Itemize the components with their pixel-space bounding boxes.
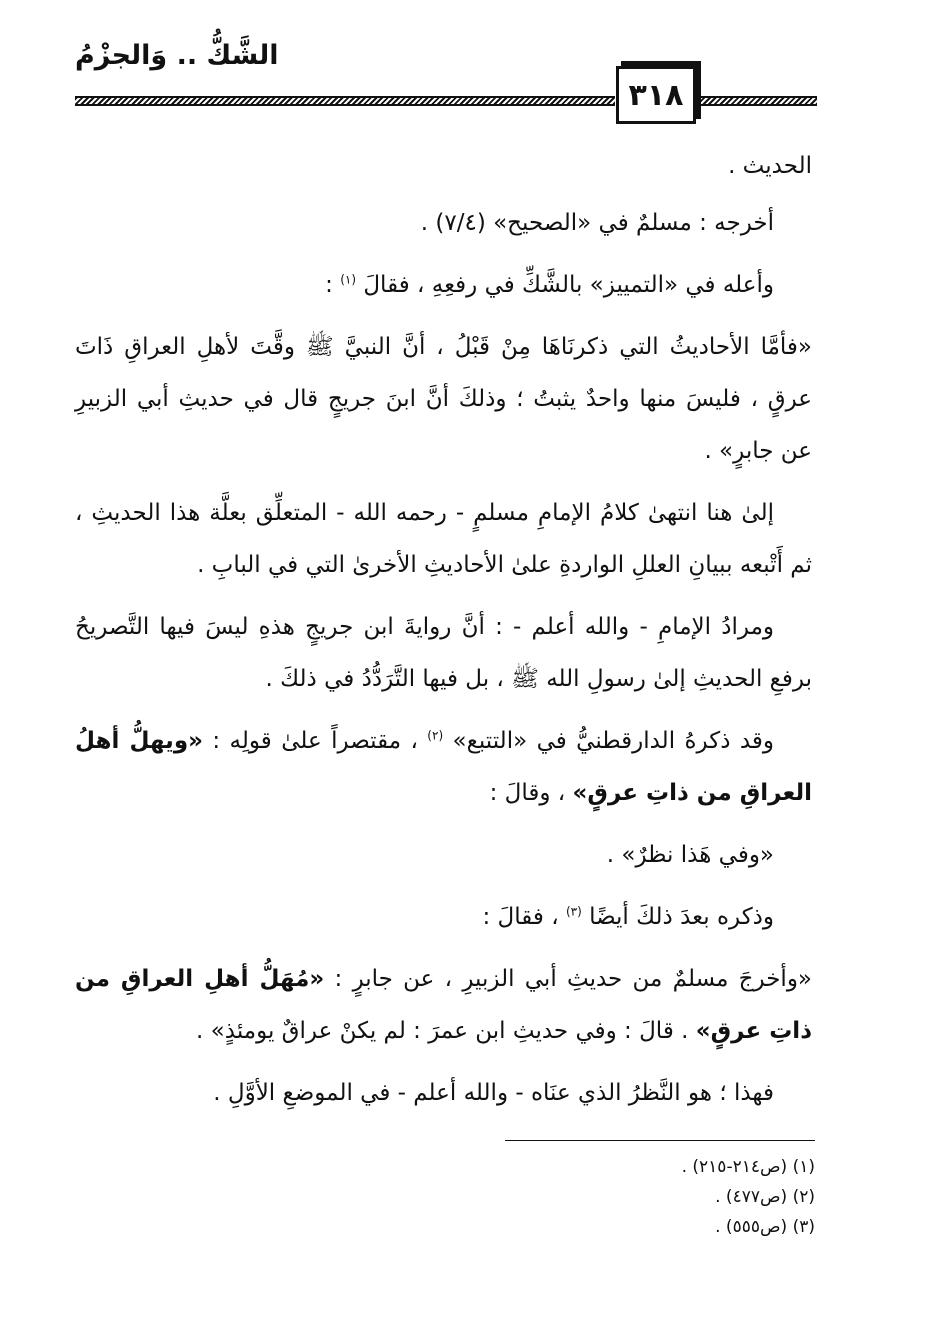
footnote-2: (٢) (ص٤٧٧) .: [715, 1187, 815, 1207]
paragraph-6: ومرادُ الإمامِ - والله أعلم - : أنَّ روايةَ ابن جريجٍ هذهِ ليسَ فيها التَّصريحُ برفعِ الحديثِ إلىٰ رسولِ الله ﷺ ، بل فيها التَّرَدُّدُ في ذلكَ .: [75, 614, 812, 692]
paragraph-10-b: . قالَ : وفي حديثِ ابن عمرَ : لم يكنْ عراقٌ يومئذٍ» .: [196, 1018, 689, 1044]
paragraph-7-a: وقد ذكرهُ الدارقطنيُّ في «التتبع»: [452, 728, 775, 754]
paragraph-7: [75, 715, 812, 819]
paragraph-4: «فأمَّا الأحاديثُ التي ذكرنَاهَا مِنْ قَبْلُ ، أنَّ النبيَّ ﷺ وقَّتَ لأهلِ العراقِ ذَاتَ عرقٍ ، فليسَ منها واحدٌ يثبتُ ؛ وذلكَ أنَّ ابنَ جريجٍ قال في حديثِ أبي الزبيرِ عن جابرٍ» .: [75, 334, 812, 464]
page-number: ٣١٨: [616, 66, 696, 124]
paragraph-8: «وفي هَذا نظرٌ» .: [606, 842, 774, 868]
paragraph-10-a: «وأخرجَ مسلمٌ من حديثِ أبي الزبيرِ ، عن جابرٍ :: [324, 966, 812, 992]
header-rule-left: [75, 96, 615, 106]
footnotes: [505, 1152, 815, 1242]
footnote-ref-1[interactable]: (١): [340, 272, 357, 287]
paragraph-9-a: وذكره بعدَ ذلكَ أيضًا: [589, 904, 774, 930]
paragraph-7-c: ، وقالَ :: [489, 780, 566, 806]
paragraph-10: [75, 953, 812, 1057]
main-text: [75, 140, 812, 1129]
footnote-ref-3[interactable]: (٣): [565, 904, 582, 919]
paragraph-7-b: ، مقتصراً علىٰ قولِه :: [202, 728, 418, 754]
paragraph-11: فهذا ؛ هو النَّظرُ الذي عنَاه - والله أعلم - في الموضعِ الأوَّلِ .: [213, 1080, 774, 1106]
running-title: الشَّكُّ .. وَالجزْمُ: [75, 40, 279, 71]
paragraph-3-text: وأعله في «التمييز» بالشَّكِّ في رفعِهِ ، فقالَ: [363, 272, 774, 298]
paragraph-3-end: :: [325, 272, 333, 298]
paragraph-10-quote: «مُهَلُّ أهلِ العراقِ من ذاتِ عرقٍ»: [75, 966, 812, 1044]
footnote-separator: [505, 1140, 815, 1141]
paragraph-7-quote: «ويهلُّ أهلُ العراقِ من ذاتِ عرقٍ»: [75, 728, 812, 806]
footnote-ref-2[interactable]: (٢): [427, 728, 444, 743]
paragraph-1: الحديث .: [728, 153, 812, 179]
paragraph-2: أخرجه : مسلمٌ في «الصحيح» (٧/٤) .: [420, 210, 774, 236]
header-rule-right: [697, 96, 817, 106]
paragraph-9: [75, 891, 812, 943]
paragraph-3: [75, 259, 812, 311]
footnote-1: (١) (ص٢١٤-٢١٥) .: [681, 1157, 815, 1177]
footnote-3: (٣) (ص٥٥٥) .: [715, 1217, 815, 1237]
paragraph-5: إلىٰ هنا انتهىٰ كلامُ الإمامِ مسلمٍ - رحمه الله - المتعلِّق بعلَّة هذا الحديثِ ، ثم أَتْبعه ببيانِ العللِ الواردةِ علىٰ الأحاديثِ الأخرىٰ التي في البابِ .: [75, 500, 812, 578]
paragraph-9-b: ، فقالَ :: [482, 904, 559, 930]
